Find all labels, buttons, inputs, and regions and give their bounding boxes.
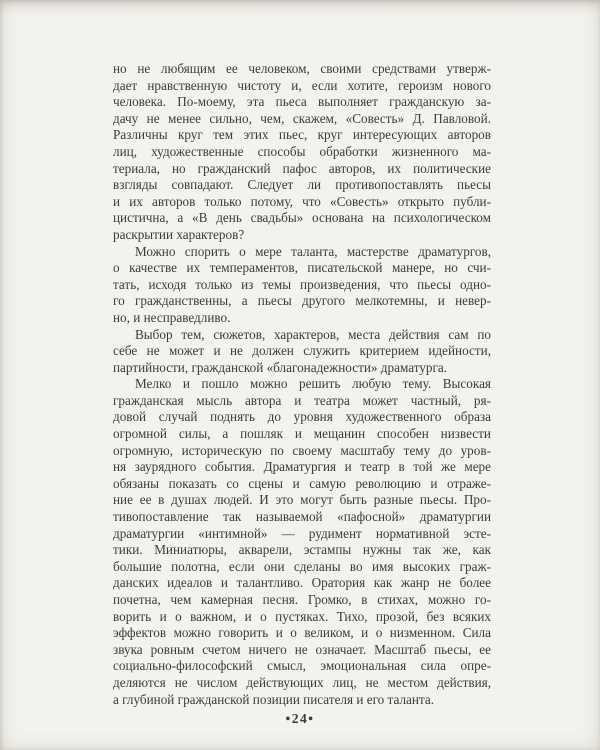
text-line: Можно спорить о мере таланта, мастерстве драматургов,: [135, 243, 491, 259]
text-line: дает нравственную чистоту и, если хотите, героизм нового: [113, 77, 491, 93]
text-line: большие полотна, если они сделаны во имя высоких граж-: [113, 558, 491, 574]
text-line: го гражданственны, а пьесы другого мелкотемны, и невер-: [113, 293, 491, 309]
page-number: •24•: [285, 711, 315, 726]
text-line: Выбор тем, сюжетов, характеров, места действия сам по: [135, 326, 491, 342]
text-line: тать, исходя только из темы произведения, что пьесы одно-: [113, 276, 491, 292]
text-line: себе не может и не должен служить критерием идейности,: [113, 343, 491, 359]
text-line: но не любящим ее человеком, своими средствами утверж-: [113, 61, 491, 76]
text-line: огромную, историческую по своему масштабу тему до уров-: [113, 442, 491, 458]
text-line: раскрытии характеров?: [113, 226, 245, 242]
paragraph: [113, 376, 491, 708]
text-line: огромной силы, а пошляк и мещанин способен низвести: [113, 426, 491, 442]
text-line: звука ровным счетом ничего не означает. Масштаб пьесы, ее: [113, 641, 491, 657]
text-line: партийности, гражданской «благонадежности» драматурга.: [113, 359, 448, 375]
text-line: а глубиной гражданской позиции писателя и его таланта.: [113, 691, 435, 707]
text-line: деляются не числом действующих лиц, не местом действия,: [113, 674, 491, 690]
paragraph: [113, 61, 491, 244]
text-line: драматургии «интимной» — рудимент нормативной эсте-: [113, 525, 491, 541]
text-line: человека. По-моему, эта пьеса выполняет гражданскую за-: [113, 94, 491, 110]
text-line: о качестве их темпераментов, писательской манере, но счи-: [113, 260, 491, 276]
text-line: но, и несправедливо.: [113, 309, 231, 325]
text-line: ние ее в душах людей. И это могут быть разные пьесы. Про-: [113, 492, 491, 508]
text-line: дачу не менее сильно, чем, скажем, «Совесть» Д. Павловой.: [113, 110, 491, 126]
text-line: почетна, чем камерная песня. Громко, в стихах, можно го-: [113, 592, 491, 607]
text-line: цистична, а «В день свадьбы» основана на психологическом: [113, 210, 491, 226]
text-line: териала, но гражданский пафос авторов, их политические: [113, 160, 491, 176]
paragraph: [113, 327, 491, 377]
text-line: тивопоставление так называемой «пафосной» драматургии: [113, 509, 491, 525]
text-line: гражданская мысль автора и театра может частный, ря-: [113, 392, 491, 408]
text-line: довой случай поднять до уровня художественного образа: [113, 409, 491, 425]
text-line: тики. Миниатюры, акварели, эстампы нужны так же, как: [113, 542, 491, 558]
text-line: и их авторов только потому, что «Совесть» открыто публи-: [113, 193, 491, 209]
text-line: данских идеалов и талантливо. Оратория как жанр не более: [113, 575, 491, 591]
text-line: лиц, художественные способы обработки жизненного ма-: [113, 143, 491, 159]
text-line: эффектов можно говорить и о великом, и о низменном. Сила: [113, 625, 491, 641]
text-line: ня заурядного события. Драматургия и театр в той же мере: [113, 459, 491, 475]
text-line: обязаны показать со сцены и самую революцию и отраже-: [113, 475, 491, 491]
text-line: ворить и о важном, и о пустяках. Тихо, прозой, без всяких: [113, 608, 491, 624]
text-line: социально-философский смысл, эмоциональная сила опре-: [113, 658, 491, 674]
paragraph: [113, 244, 491, 327]
text-line: взгляды совпадают. Следует ли противопоставлять пьесы: [113, 177, 491, 193]
text-line: Мелко и пошло можно решить любую тему. Высокая: [135, 376, 491, 392]
page-text-block: [113, 61, 491, 708]
text-line: Различны круг тем этих пьес, круг интересующих авторов: [113, 127, 491, 143]
